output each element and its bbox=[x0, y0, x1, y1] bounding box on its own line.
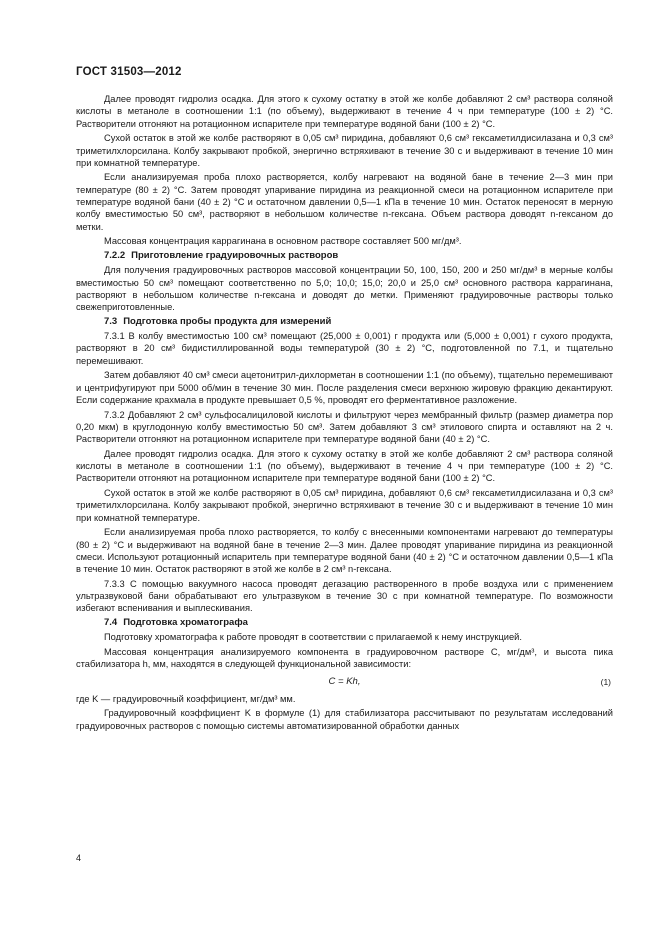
section-heading-7-4 bbox=[104, 617, 613, 629]
section-number: 7.4 bbox=[104, 617, 118, 628]
paragraph: Градуировочный коэффициент K в формуле (1) для стабилизатора рассчитывают по результатам исследований градуировочных растворов с помощью системы автоматизированной обработки данных bbox=[76, 708, 613, 731]
body-text bbox=[76, 93, 613, 734]
paragraph: Далее проводят гидролиз осадка. Для этого к сухому остатку в этой же колбе добавляют 2 см³ раствора соляной кислоты в метаноле в соотношении 1:1 (по объему), выдерживают в течение 4 ч при температуре (100 ± 2) °С. Растворители отгоняют на ротационном испарителе при температуре водяной бани (100 ± 2) °С. bbox=[76, 94, 613, 129]
section-title: Подготовка пробы продукта для измерений bbox=[123, 315, 332, 327]
paragraph: 7.3.2 Добавляют 2 см³ сульфосалициловой кислоты и фильтруют через мембранный фильтр (размер диаметра пор 0,20 мкм) в круглодонную колбу вместимостью 50 см³. Затем добавляют 3 см³ этилового спирта и оставляют на 2 ч. Растворители отгоняют на ротационном испарителе при температуре водяной бани (40 ± 2) °С. bbox=[76, 409, 613, 445]
formula-where-line: где K — градуировочный коэффициент, мг/дм³ мм. bbox=[76, 693, 296, 704]
paragraph: Подготовку хроматографа к работе проводят в соответствии с прилагаемой к нему инструкцией. bbox=[104, 632, 522, 643]
section-number: 7.2.2 bbox=[104, 249, 126, 261]
paragraph: Для получения градуировочных растворов массовой концентрации 50, 100, 150, 200 и 250 мг/дм³ в мерные колбы вместимостью 50 см³ помещают соответственно по 5,0; 10,0; 15,0; 20,0 и 25,0 см³ основного раствора каррагинана, растворяют в небольшом количестве n-гексана и доводят до метки. Применяют градуировочные растворы только свежеприготовленные. bbox=[76, 265, 613, 313]
paragraph: Далее проводят гидролиз осадка. Для этого к сухому остатку в этой же колбе добавляют 2 см³ раствора соляной кислоты в метаноле в соотношении 1:1 (по объему), выдерживают в течение 4 ч при температуре (100 ± 2) °С. Растворители отгоняют на ротационном испарителе при температуре водяной бани (100 ± 2) °С. bbox=[76, 448, 613, 484]
paragraph: Сухой остаток в этой же колбе растворяют в 0,05 см³ пиридина, добавляют 0,6 см³ гексаметилдисилазана и 0,3 см³ триметилхлорсилана. Колбу закрывают пробкой, энергично встряхивают в течение 30 с и выдерживают в течение 10 мин при комнатной температуре. bbox=[76, 488, 613, 523]
formula-1 bbox=[76, 673, 613, 691]
formula-number: (1) bbox=[600, 676, 611, 687]
paragraph: Затем добавляют 40 см³ смеси ацетонитрил-дихлорметан в соотношении 1:1 (по объему), тщательно перемешивают и центрифугируют при 5000 об/мин в течение 30 мин. После разделения смеси верхнюю жировую фракцию декантируют. Если содержание крахмала в продукте превышает 0,5 %, проводят его ферментативное разложение. bbox=[76, 370, 613, 406]
section-heading-7-2-2 bbox=[104, 250, 613, 262]
section-heading-7-3 bbox=[104, 316, 613, 328]
section-title: Подготовка хроматографа bbox=[123, 617, 248, 628]
section-number: 7.3 bbox=[104, 315, 118, 327]
paragraph: Если анализируемая проба плохо растворяется, колбу нагревают на водяной бане в течение 2—3 мин при температуре (80 ± 2) °С. Затем проводят упаривание пиридина из реакционной смеси на ротационном испарителе при температуре водяной бани (40 ± 2) °С и остаточном давлении 0,5—1 кПа в течение 10 мин. Остаток переносят в мерную колбу вместимостью 50 см³, растворяют в небольшом количестве n-гексана. Объем раствора доводят n-гексаном до метки. bbox=[76, 172, 613, 232]
standard-header: ГОСТ 31503—2012 bbox=[76, 66, 182, 78]
section-title: Приготовление градуировочных растворов bbox=[131, 249, 339, 261]
page-number: 4 bbox=[76, 853, 82, 863]
formula-expression: C = Kh, bbox=[328, 675, 361, 687]
paragraph: Сухой остаток в этой же колбе растворяют в 0,05 см³ пиридина, добавляют 0,6 см³ гексаметилдисилазана и 0,3 см³ триметилхлорсилана. Колбу закрывают пробкой, энергично встряхивают в течение 30 с и выдерживают в течение 10 мин при комнатной температуре. bbox=[76, 133, 613, 168]
paragraph: 7.3.3 С помощью вакуумного насоса проводят дегазацию растворенного в пробе воздуха или с применением ультразвуковой бани обрабатывают его ультразвуком в течение 30 с при комнатной температуре. По возможности избегают вспенивания и выплескивания. bbox=[76, 578, 613, 614]
paragraph: Массовая концентрация анализируемого компонента в градуировочном растворе C, мг/дм³, и высота пика стабилизатора h, мм, находятся в следующей функциональной зависимости: bbox=[76, 646, 613, 670]
paragraph: Массовая концентрация каррагинана в основном растворе составляет 500 мг/дм³. bbox=[104, 236, 462, 247]
paragraph: 7.3.1 В колбу вместимостью 100 см³ помещают (25,000 ± 0,001) г продукта или (5,000 ± 0,001) г сухого продукта, растворяют в 20 см³ бидистиллированной воды температурой (30 ± 2) °С, подготовленной по 7.1, и тщательно перемешивают. bbox=[76, 331, 613, 366]
paragraph: Если анализируемая проба плохо растворяется, то колбу с внесенными компонентами нагревают до температуры (80 ± 2) °С и выдерживают на водяной бане в течение 2—3 мин. Далее проводят упаривание пиридина из реакционной смеси. Используют ротационный испаритель при температуре водяной бани (40 ± 2) °С и остаточном давлении 0,5—1 кПа в течение 10 мин. Остаток растворяют в этой же колбе в 2 см³ n-гексана. bbox=[76, 527, 613, 575]
